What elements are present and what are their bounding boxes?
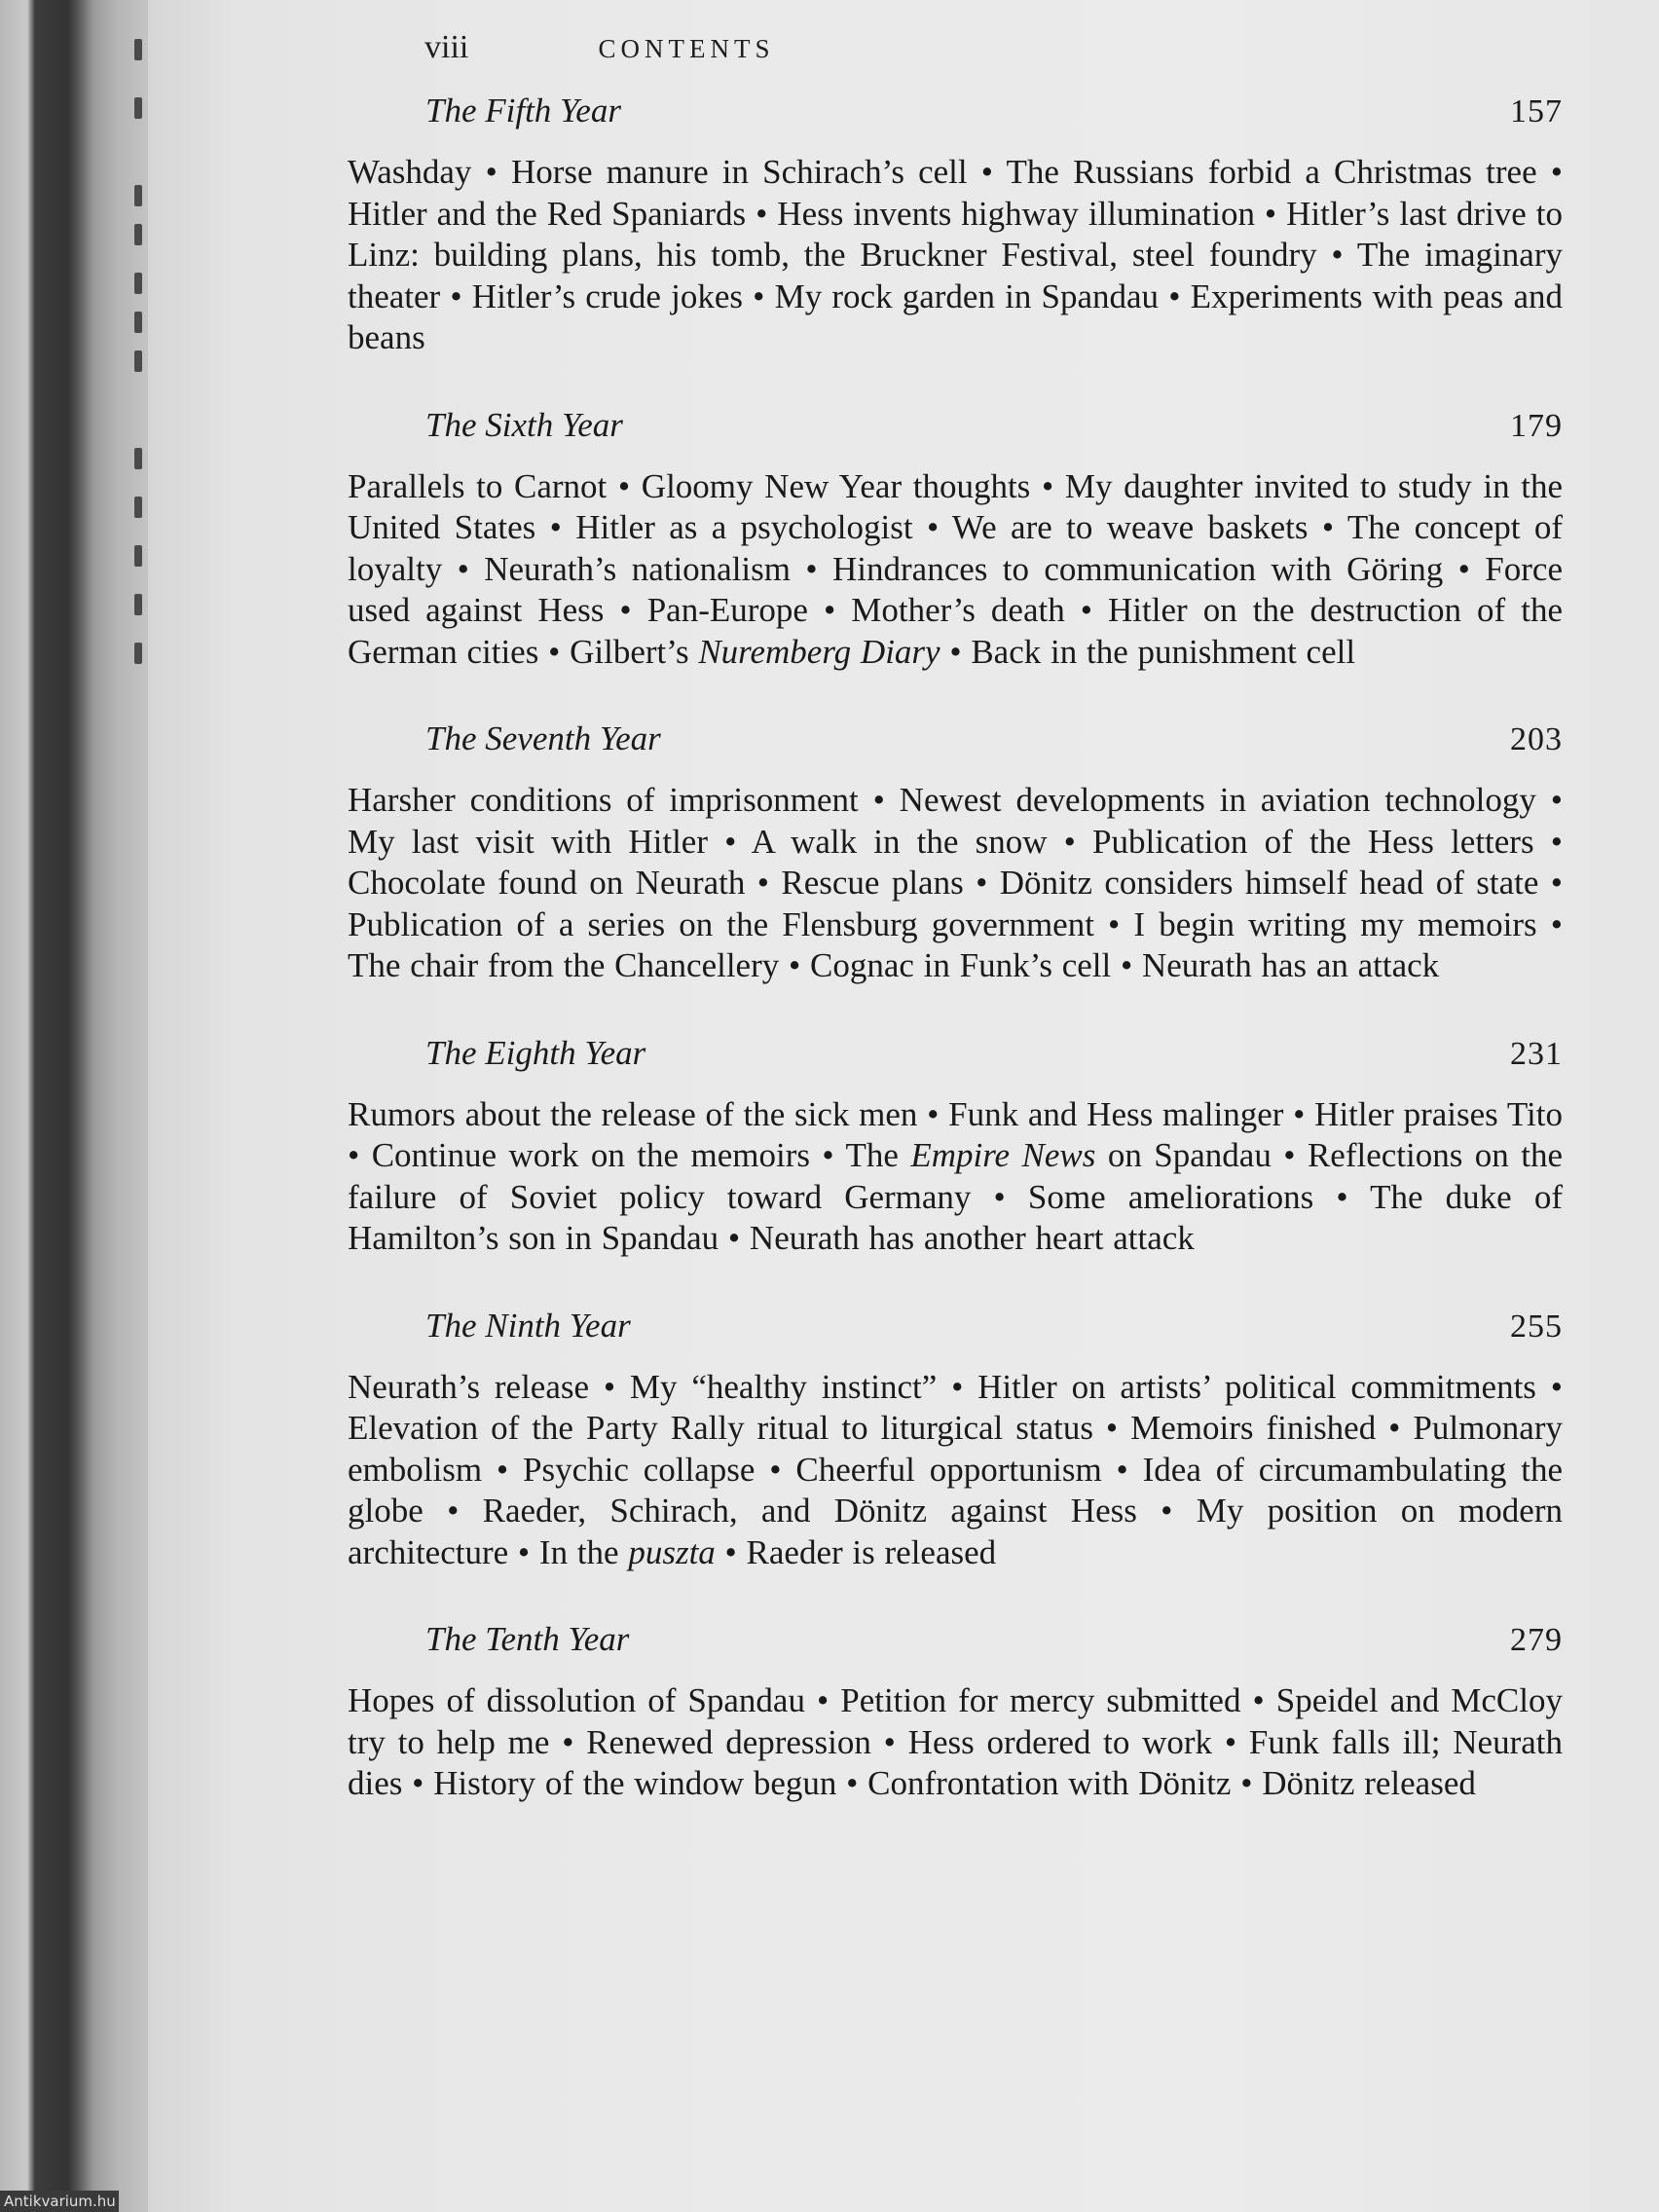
edge-mark [134, 545, 142, 567]
chapter-page-number: 255 [1510, 1308, 1563, 1345]
summary-text: Hopes of dissolution of Spandau • Petition for mercy submitted • Speidel and McCloy try to help me • Renewed depression • Hess ordered to work • Funk falls ill; Neurath dies • History of the window begun • Confrontation with Dönitz • Dönitz released [348, 1681, 1563, 1802]
edge-mark [134, 224, 142, 245]
chapter-title: The Tenth Year [425, 1620, 630, 1658]
chapter-entry [348, 1034, 1563, 1260]
chapter-summary [348, 780, 1563, 987]
edge-mark [134, 312, 142, 333]
chapter-entry [348, 1307, 1563, 1574]
summary-italic-text: Empire News [910, 1136, 1096, 1174]
edge-mark [134, 497, 142, 518]
summary-text-after: • Raeder is released [715, 1532, 997, 1571]
summary-text: Neurath’s release • My “healthy instinct” • Hitler on artists’ political commitments • Elevation of the Party Rally ritual to liturgical status • Memoirs finished • Pulmonary embolism • Psychic collapse • Cheerful opportunism • Idea of circumambulating the globe • Raeder, Schirach, and Dönitz against Hess • My position on modern architecture • In the [348, 1367, 1563, 1571]
chapter-page-number: 231 [1510, 1035, 1563, 1072]
summary-text: Parallels to Carnot • Gloomy New Year thoughts • My daughter invited to study in the United States • Hitler as a psychologist • We are to weave baskets • The concept of loyalty • Neurath’s nationalism • Hindrances to communication with Göring • Force used against Hess • Pan-Europe • Mother’s death • Hitler on the destruction of the German cities • Gilbert’s [348, 466, 1563, 671]
edge-mark [134, 273, 142, 294]
edge-mark [134, 448, 142, 469]
chapter-entry [348, 1620, 1563, 1805]
summary-italic-text: puszta [628, 1532, 716, 1571]
book-page [148, 0, 1659, 2212]
contents-list [348, 92, 1563, 1852]
chapter-summary [348, 1094, 1563, 1260]
chapter-title: The Fifth Year [425, 92, 621, 129]
chapter-title: The Sixth Year [425, 405, 623, 444]
chapter-page-number: 203 [1510, 721, 1563, 757]
summary-text-after: • Back in the punishment cell [940, 632, 1356, 671]
watermark: Antikvarium.hu [0, 2191, 119, 2212]
edge-mark [134, 643, 142, 664]
edge-mark [134, 185, 142, 206]
page-folio: viii [424, 29, 469, 65]
edge-mark [134, 97, 142, 119]
chapter-heading [348, 1034, 1563, 1073]
summary-text-after: on Spandau • Reflections on the failure of Soviet policy toward Germany • Some ameliorations • The duke of Hamilton’s son in Spandau • Neurath has another heart attack [348, 1136, 1563, 1257]
facing-page-edge-letters [134, 39, 148, 915]
edge-mark [134, 350, 142, 372]
chapter-heading [348, 1620, 1563, 1659]
edge-mark [134, 39, 142, 60]
chapter-heading [348, 406, 1563, 445]
chapter-summary [348, 152, 1563, 359]
running-head-title: CONTENTS [598, 34, 775, 63]
summary-text: Washday • Horse manure in Schirach’s cell • The Russians forbid a Christmas tree • Hitler and the Red Spaniards • Hess invents highway illumination • Hitler’s last drive to Linz: building plans, his tomb, the Bruckner Festival, steel foundry • The imaginary theater • Hitler’s crude jokes • My rock garden in Spandau • Experiments with peas and beans [348, 153, 1563, 356]
book-spine-edge [0, 0, 148, 2212]
chapter-heading [348, 1307, 1563, 1346]
running-head [424, 29, 775, 66]
chapter-page-number: 179 [1510, 407, 1563, 444]
summary-text: Rumors about the release of the sick men • Funk and Hess malinger • Hitler praises Tito • Continue work on the memoirs • The [348, 1094, 1563, 1174]
chapter-entry [348, 406, 1563, 674]
chapter-summary [348, 466, 1563, 674]
chapter-page-number: 279 [1510, 1622, 1563, 1658]
summary-italic-text: Nuremberg Diary [698, 632, 940, 671]
chapter-entry [348, 719, 1563, 987]
edge-mark [134, 594, 142, 615]
chapter-title: The Seventh Year [425, 719, 661, 757]
chapter-summary [348, 1680, 1563, 1805]
chapter-summary [348, 1367, 1563, 1574]
chapter-page-number: 157 [1510, 93, 1563, 129]
summary-text: Harsher conditions of imprisonment • Newest developments in aviation technology • My last visit with Hitler • A walk in the snow • Publication of the Hess letters • Chocolate found on Neurath • Rescue plans • Dönitz considers himself head of state • Publication of a series on the Flensburg government • I begin writing my memoirs • The chair from the Chancellery • Cognac in Funk’s cell • Neurath has an attack [348, 781, 1563, 984]
chapter-entry [348, 92, 1563, 359]
chapter-title: The Eighth Year [425, 1033, 646, 1072]
chapter-title: The Ninth Year [425, 1306, 631, 1345]
chapter-heading [348, 719, 1563, 758]
chapter-heading [348, 92, 1563, 130]
